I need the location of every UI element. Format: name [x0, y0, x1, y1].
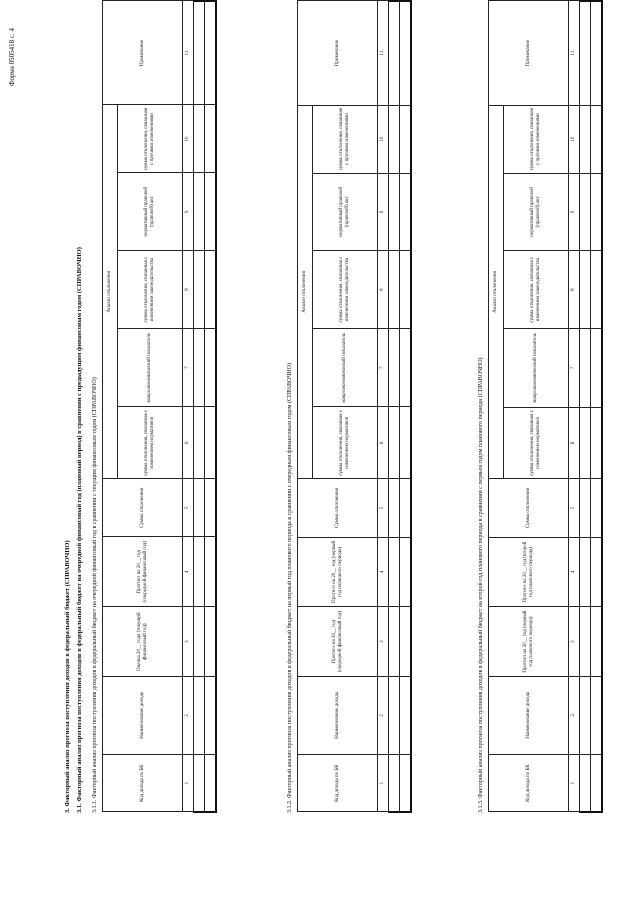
col-header-norms: сумма отклонения, связанная с изменением нормативов [313, 407, 378, 479]
table-row [580, 1, 591, 812]
table-cell[interactable] [205, 251, 217, 329]
form-number: Форма 0505418 с. 4 [8, 28, 16, 87]
col-header-code: Код дохода по БК [298, 754, 378, 812]
table-cell[interactable] [591, 329, 603, 407]
column-number-cell: 8 [183, 251, 194, 329]
table-cell[interactable] [389, 105, 400, 173]
col-header-act: нормативный правовой (правовой) акт [118, 173, 183, 251]
column-number-cell: 4 [183, 537, 194, 607]
column-numbers-row [183, 1, 194, 812]
table-cell[interactable] [591, 537, 603, 607]
column-numbers-row [378, 1, 389, 812]
table-row [194, 1, 205, 812]
table-cell[interactable] [400, 407, 412, 479]
col-header-name: Наименование дохода [298, 677, 378, 755]
table-cell[interactable] [194, 407, 205, 479]
col-header-other: сумма отклонения, связанная с прочими изменениями [504, 105, 569, 173]
col-header-deviation: Сумма отклонения [489, 479, 569, 537]
table-cell[interactable] [591, 173, 603, 251]
table-cell[interactable] [400, 173, 412, 251]
table-cell[interactable] [580, 537, 591, 607]
col-header-macro: макроэкономический показатель [504, 329, 569, 407]
table-cell[interactable] [194, 479, 205, 537]
col-header-legislation: сумма отклонения, связанная с изменением законодательства [313, 251, 378, 329]
table-cell[interactable] [389, 1, 400, 105]
table-cell[interactable] [194, 677, 205, 755]
table-cell[interactable] [194, 328, 205, 406]
table-cell[interactable] [389, 251, 400, 329]
table-cell[interactable] [389, 407, 400, 479]
col-header-norms: сумма отклонения, связанная с изменением нормативов [118, 407, 183, 479]
table-cell[interactable] [580, 329, 591, 407]
column-number-cell: 9 [183, 173, 194, 251]
table-cell[interactable] [591, 105, 603, 173]
table-cell[interactable] [400, 329, 412, 407]
col-group-analysis: Анализ отклонения [103, 105, 118, 479]
col-header-forecast: Прогноз на 20__ год (очередной финансовый год) [103, 537, 183, 607]
col-header-act: нормативный правовой (правовой) акт [313, 173, 378, 251]
col-header-note: Примечание [489, 1, 569, 105]
table-cell[interactable] [194, 607, 205, 677]
column-number-cell: 10 [183, 105, 194, 173]
table-row [591, 1, 603, 812]
section-title: 3. Факторный анализ прогноза поступления доходов в федеральный бюджет (СПРАВОЧНО) [64, 540, 71, 813]
table-cell[interactable] [194, 173, 205, 251]
column-number-cell: 10 [569, 105, 580, 173]
table-cell[interactable] [389, 537, 400, 607]
table-cell[interactable] [400, 479, 412, 537]
column-number-cell: 6 [183, 407, 194, 479]
col-header-macro: макроэкономический показатель [118, 328, 183, 406]
col-header-note: Примечание [298, 1, 378, 105]
col-header-deviation: Сумма отклонения [298, 479, 378, 537]
table-cell[interactable] [205, 328, 217, 406]
table-cell[interactable] [194, 1, 205, 105]
col-header-legislation: сумма отклонения, связанная с изменением законодательства [118, 251, 183, 329]
table-cell[interactable] [580, 754, 591, 812]
col-header-deviation: Сумма отклонения [103, 479, 183, 537]
table-row [205, 1, 217, 812]
table-cell[interactable] [389, 479, 400, 537]
table-cell[interactable] [591, 607, 603, 677]
table-cell[interactable] [580, 407, 591, 479]
table-cell[interactable] [580, 105, 591, 173]
col-header-note: Примечание [103, 1, 183, 105]
column-number-cell: 1 [378, 754, 389, 812]
subsection-title: 3.1. Факторный анализ прогноза поступления доходов в федеральный бюджет на очередной финансовый год (плановый период) в сравнении с предыдущим финансовым годом (СПРАВОЧНО) [76, 247, 83, 813]
col-group-analysis: Анализ отклонения [489, 105, 504, 479]
column-number-cell: 1 [569, 754, 580, 812]
column-number-cell: 6 [569, 407, 580, 479]
table-cell[interactable] [591, 407, 603, 479]
column-number-cell: 3 [183, 607, 194, 677]
table-cell[interactable] [205, 537, 217, 607]
table-caption: 3.1.3. Факторный анализ прогноза поступления доходов в федеральный бюджет на второй год планового периода в сравнении с первым годом планового периода (СПРАВОЧНО) [478, 357, 484, 813]
table-caption: 3.1.1. Факторный анализ прогноза поступления доходов в федеральный бюджет на очередной финансовый год в сравнении с текущим финансовым годом (СПРАВОЧНО) [92, 377, 98, 813]
column-number-cell: 2 [569, 676, 580, 754]
table-cell[interactable] [591, 676, 603, 754]
table-cell[interactable] [400, 251, 412, 329]
column-number-cell: 11 [569, 1, 580, 105]
table-cell[interactable] [580, 676, 591, 754]
table-cell[interactable] [400, 537, 412, 607]
factor-analysis-table [102, 0, 217, 813]
table-cell[interactable] [580, 1, 591, 105]
col-header-base: Оценка 20__ года (текущий финансовый год) [103, 607, 183, 677]
col-header-forecast: Прогноз на 20__ год (второй год планового периода) [489, 537, 569, 607]
table-cell[interactable] [591, 251, 603, 329]
column-number-cell: 9 [378, 173, 389, 251]
table-cell[interactable] [591, 1, 603, 105]
table-cell[interactable] [389, 329, 400, 407]
table-cell[interactable] [400, 105, 412, 173]
table-cell[interactable] [205, 479, 217, 537]
table-cell[interactable] [400, 677, 412, 755]
table-cell[interactable] [580, 607, 591, 677]
col-header-macro: макроэкономический показатель [313, 329, 378, 407]
column-numbers-row [569, 1, 580, 812]
col-header-code: Код дохода по БК [489, 754, 569, 812]
column-number-cell: 4 [569, 537, 580, 607]
table-cell[interactable] [205, 407, 217, 479]
table-cell[interactable] [194, 251, 205, 329]
table-cell[interactable] [205, 607, 217, 677]
col-header-forecast: Прогноз на 20__ год (первый год планового периода) [298, 537, 378, 607]
col-header-norms: сумма отклонения, связанная с изменением нормативов [504, 407, 569, 479]
col-header-name: Наименование дохода [489, 676, 569, 754]
column-number-cell: 7 [569, 329, 580, 407]
column-number-cell: 3 [569, 607, 580, 677]
col-header-other: сумма отклонения, связанная с прочими изменениями [118, 105, 183, 173]
table-cell[interactable] [205, 677, 217, 755]
column-number-cell: 5 [378, 479, 389, 537]
table-cell[interactable] [205, 754, 217, 812]
table-cell[interactable] [580, 251, 591, 329]
col-header-other: сумма отклонения, связанная с прочими изменениями [313, 105, 378, 173]
table-cell[interactable] [389, 754, 400, 812]
table-cell[interactable] [205, 105, 217, 173]
table-cell[interactable] [400, 1, 412, 105]
column-number-cell: 8 [378, 251, 389, 329]
col-header-act: нормативный правовой (правовой) акт [504, 173, 569, 251]
table-caption: 3.1.2. Факторный анализ прогноза поступления доходов в федеральный бюджет на первый год планового периода в сравнении с очередным финансовым годом (СПРАВОЧНО) [287, 363, 293, 813]
col-header-code: Код дохода по БК [103, 754, 183, 812]
column-number-cell: 11 [183, 1, 194, 105]
column-number-cell: 11 [378, 1, 389, 105]
table-cell[interactable] [205, 173, 217, 251]
column-number-cell: 3 [378, 607, 389, 677]
column-number-cell: 7 [183, 328, 194, 406]
table-cell[interactable] [194, 105, 205, 173]
column-number-cell: 9 [569, 173, 580, 251]
table-row [400, 1, 412, 812]
table-cell[interactable] [389, 173, 400, 251]
col-header-base: Прогноз на 20__ год (очередной финансовый год) [298, 607, 378, 677]
column-number-cell: 2 [378, 677, 389, 755]
table-cell[interactable] [400, 754, 412, 812]
table-cell[interactable] [591, 754, 603, 812]
table-row [389, 1, 400, 812]
factor-analysis-table [488, 0, 603, 813]
col-group-analysis: Анализ отклонения [298, 105, 313, 479]
column-number-cell: 5 [183, 479, 194, 537]
table-cell[interactable] [205, 1, 217, 105]
table-cell[interactable] [389, 677, 400, 755]
column-number-cell: 2 [183, 677, 194, 755]
table-cell[interactable] [591, 479, 603, 537]
col-header-name: Наименование дохода [103, 677, 183, 755]
column-number-cell: 4 [378, 537, 389, 607]
column-number-cell: 8 [569, 251, 580, 329]
factor-analysis-table [297, 0, 412, 813]
column-number-cell: 5 [569, 479, 580, 537]
table-cell[interactable] [194, 754, 205, 812]
col-header-base: Прогноз на 20__ год (первый год планового периода) [489, 607, 569, 677]
column-number-cell: 7 [378, 329, 389, 407]
col-header-legislation: сумма отклонения, связанная с изменением законодательства [504, 251, 569, 329]
table-cell[interactable] [400, 607, 412, 677]
table-cell[interactable] [194, 537, 205, 607]
table-cell[interactable] [580, 479, 591, 537]
column-number-cell: 6 [378, 407, 389, 479]
table-cell[interactable] [580, 173, 591, 251]
table-cell[interactable] [389, 607, 400, 677]
column-number-cell: 1 [183, 754, 194, 812]
column-number-cell: 10 [378, 105, 389, 173]
